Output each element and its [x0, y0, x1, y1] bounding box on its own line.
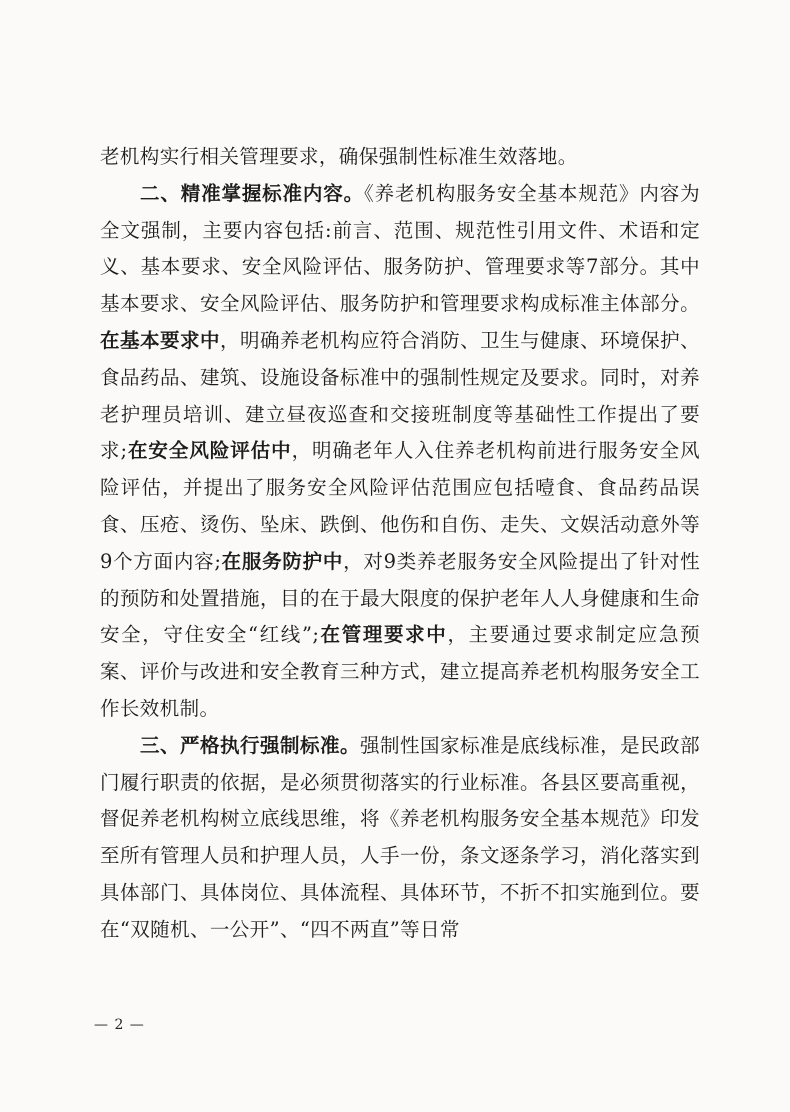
paragraph-text: ，明确老年人入住养老机构前进行服务安全风险评估，并提出了服务安全风险评估范围应包括噎食、食品药品误食、压疮、烫伤、坠床、跌倒、他伤和自伤、走失、文娱活动意外等9个方面内容;	[100, 439, 700, 573]
emphasis-text: 在安全风险评估中	[127, 439, 292, 463]
emphasis-text: 在管理要求中	[319, 623, 448, 647]
section-heading: 二、精准掌握标准内容。	[140, 181, 365, 205]
paragraph-text: 《养老机构服务安全基本规范》内容为全文强制，主要内容包括:前言、范围、规范性引用文件、术语和定义、基本要求、安全风险评估、服务防护、管理要求等7部分。其中基本要求、安全风险评估、服务防护和管理要求构成标准主体部分。	[100, 181, 700, 316]
paragraph-text: ，对9类养老服务安全风险提出了针对性的预防和处置措施，目的在于最大限度的保护老年人人身健康和生命安全，守住安全“红线”;	[100, 549, 700, 647]
paragraph-text: ，主要通过要求制定应急预案、评价与改进和安全教育三种方式，建立提高养老机构服务安全工作长效机制。	[100, 623, 700, 720]
emphasis-text: 在基本要求中	[100, 328, 221, 352]
page-number: — 2 —	[94, 1017, 145, 1033]
paragraph-text: 老机构实行相关管理要求，确保强制性标准生效落地。	[100, 145, 578, 168]
paragraph-continuation	[100, 139, 700, 176]
section-heading: 三、严格执行强制标准。	[140, 733, 361, 757]
emphasis-text: 在服务防护中	[221, 549, 344, 573]
paragraph-section-2	[100, 176, 700, 728]
document-body	[100, 139, 700, 949]
paragraph-text: ，明确养老机构应符合消防、卫生与健康、环境保护、食品药品、建筑、设施设备标准中的强制性规定及要求。同时，对养老护理员培训、建立昼夜巡查和交接班制度等基础性工作提出了要求;	[100, 328, 700, 463]
paragraph-section-3	[100, 728, 700, 949]
paragraph-text: 强制性国家标准是底线标准，是民政部门履行职责的依据，是必须贯彻落实的行业标准。各县区要高重视，督促养老机构树立底线思维，将《养老机构服务安全基本规范》印发至所有管理人员和护理人员，人手一份，条文逐条学习，消化落实到具体部门、具体岗位、具体流程、具体环节，不折不扣实施到位。要在“双随机、一公开”、“四不两直”等日常	[100, 733, 700, 941]
